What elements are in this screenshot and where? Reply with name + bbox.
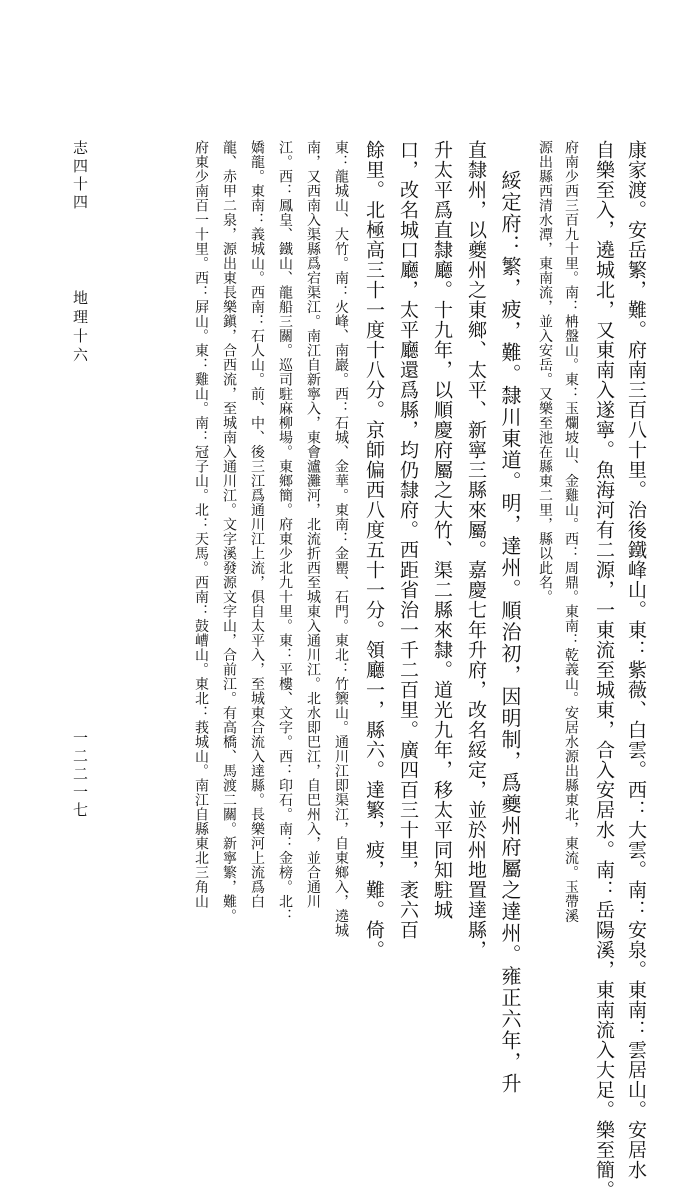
running-head: 志四十四 xyxy=(71,140,89,212)
text-column-8: 口，改名城口廳，太平廳還爲縣，均仍隸府。西距省治一千二百里。廣四百三十里，袤六百 xyxy=(397,140,419,940)
text-column-5: 綏定府：繁，疲，難。隸川東道。明，達州。順治初，因明制，爲夔州府屬之達州。雍正六年，升 xyxy=(498,170,522,1095)
page-number: 一二二一七 xyxy=(71,730,89,820)
text-column-3: 府南少西三百九十里。南：柟盤山。東：玉爛坡山、金雞山。西：周鼎。東南：乾義山。安居水源出縣東北，東流。玉帶溪 xyxy=(563,140,579,923)
text-column-4: 源出縣西清水潭，東南流，並入安岳。又樂至池在縣東二里，縣以此名。 xyxy=(537,140,553,604)
text-column-9: 餘里。北極高三十一度十八分。京師偏西八度五十一分。領廳一，縣六。達繁，疲，難。倚。 xyxy=(363,140,385,960)
text-column-14: 龍、赤甲二泉，源出東長樂鎭，合西流，至城南入通川江。文字溪發源文字山，合前江。有高橋、馬渡二關。新寧繁，難。 xyxy=(221,140,237,923)
text-column-1: 康家渡。安岳繁，難。府南三百八十里。治後鐵峰山。東：紫薇、白雲。西：大雲。南：安泉。東南：雲居山。安居水 xyxy=(625,140,647,1180)
text-column-12: 江。西：鳳皇、鐵山、龍船三關。巡司駐麻柳場。東鄉簡。府東少北九十里。東：平樓、文字。西：印石。南：金榜。北： xyxy=(277,140,293,923)
text-column-6: 直隸州，以夔州之東鄉、太平、新寧三縣來屬。嘉慶七年升府，改名綏定，並於州地置達縣， xyxy=(465,140,487,960)
text-column-15: 府東少南百一十里。西：屛山。東：雞山。南：冠子山。北：天馬。西南：鼓嶆山。東北：莪城山。南江自縣東北三角山 xyxy=(193,140,209,909)
text-column-10: 東：龍城山、大竹。南：火峰、南巖。西：石城、金華。東南：金罌、石門。東北：竹籞山。通川江即渠江，自東鄉入，遶城 xyxy=(333,140,349,938)
text-column-13: 嬌龍。東南：義城山。西南：石人山。前、中、後三江爲通川江上流，俱自太平入，至城東合流入達縣。長樂河上流爲白 xyxy=(249,140,265,909)
text-column-11: 南，又西南入渠縣爲宕渠江。南江自新寧入，東會瀘灘河，北流折西至城東入通川江。北水即巴江，自巴州入，並合通川 xyxy=(305,140,321,909)
text-column-7: 升太平爲直隸廳。十九年，以順慶府屬之大竹、渠二縣來隸。道光九年，移太平同知駐城 xyxy=(431,140,453,920)
text-column-2: 自樂至入，遶城北，又東南入遂寧。魚海河有二源，一東流至城東，合入安居水。南：岳陽溪，東南流入大足。樂至簡。 xyxy=(593,140,615,1200)
section-label: 地理十六 xyxy=(71,290,89,366)
